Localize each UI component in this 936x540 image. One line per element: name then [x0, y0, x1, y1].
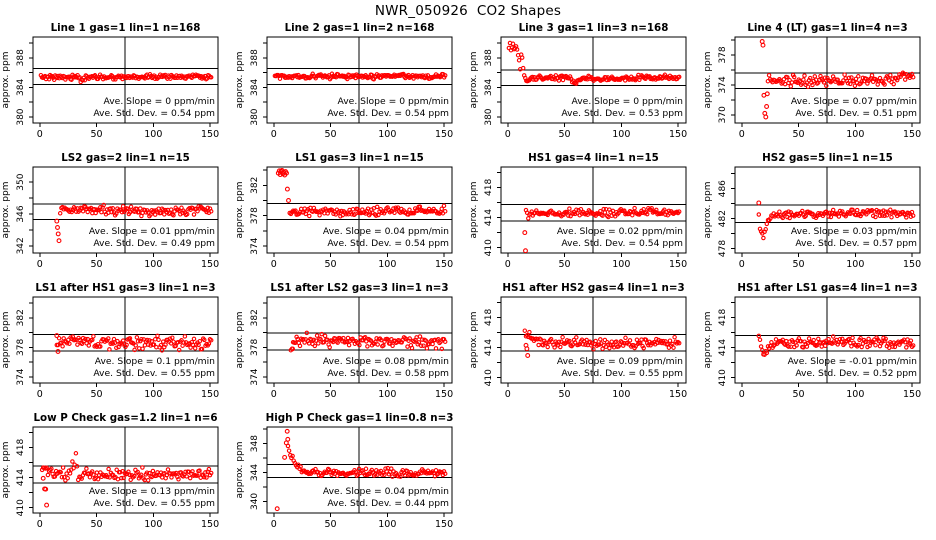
x-tick-label: 100: [846, 129, 865, 140]
stddev-annotation: Ave. Std. Dev. = 0.51 ppm: [795, 108, 917, 119]
slope-annotation: Ave. Slope = 0.04 ppm/min: [322, 226, 449, 237]
y-tick-label: 374: [718, 76, 728, 94]
y-tick-label: 370: [718, 106, 728, 124]
subplot-high-p-check: [234, 410, 468, 540]
subplot-title: High P Check gas=1 lin=0.8 n=3: [265, 412, 454, 424]
x-tick-label: 50: [90, 259, 103, 270]
x-tick-label: 150: [200, 259, 220, 270]
subplot-canvas-ls1: [234, 150, 468, 280]
x-tick-label: 150: [902, 389, 922, 400]
slope-annotation: Ave. Slope = 0.07 ppm/min: [790, 96, 917, 107]
subplot-low-p-check: [0, 410, 234, 540]
subplot-ls1: [234, 150, 468, 280]
x-tick-label: 0: [504, 259, 511, 270]
data-points: [523, 329, 681, 357]
x-tick-label: 150: [434, 259, 454, 270]
y-axis-label: approx. ppm: [235, 181, 245, 239]
y-tick-label: 410: [718, 369, 728, 387]
y-tick-label: 414: [718, 338, 728, 357]
subplot-canvas-hs1: [468, 150, 702, 280]
y-tick-label: 346: [16, 205, 26, 223]
data-points: [507, 41, 681, 85]
x-tick-label: 0: [36, 259, 43, 270]
y-tick-label: 388: [16, 49, 26, 67]
y-tick-label: 380: [250, 108, 260, 126]
x-tick-label: 50: [792, 259, 805, 270]
y-axis-label: approx. ppm: [469, 311, 479, 369]
x-tick-label: 100: [378, 389, 397, 400]
y-tick-label: 414: [484, 338, 494, 357]
x-tick-label: 50: [792, 129, 805, 140]
subplot-title: HS2 gas=5 lin=1 n=15: [762, 152, 893, 164]
x-tick-label: 100: [846, 389, 865, 400]
x-tick-label: 50: [558, 389, 571, 400]
x-tick-label: 50: [324, 389, 337, 400]
data-points: [273, 72, 447, 81]
subplot-title: Line 1 gas=1 lin=1 n=168: [50, 22, 201, 34]
x-tick-label: 0: [36, 389, 43, 400]
x-tick-label: 100: [144, 389, 163, 400]
data-points: [39, 73, 213, 84]
x-tick-label: 100: [846, 259, 865, 270]
x-tick-label: 0: [738, 259, 745, 270]
y-axis-label: approx. ppm: [1, 51, 11, 109]
stddev-annotation: Ave. Std. Dev. = 0.54 ppm: [327, 108, 449, 119]
stddev-annotation: Ave. Std. Dev. = 0.49 ppm: [93, 238, 215, 249]
y-tick-label: 382: [250, 309, 260, 327]
y-axis-label: approx. ppm: [1, 311, 11, 369]
slope-annotation: Ave. Slope = 0.1 ppm/min: [94, 356, 215, 367]
stddev-annotation: Ave. Std. Dev. = 0.54 ppm: [327, 238, 449, 249]
subplot-ls1-after-hs1: [0, 280, 234, 410]
y-axis-label: approx. ppm: [235, 311, 245, 369]
x-tick-label: 50: [558, 129, 571, 140]
data-points: [289, 331, 447, 352]
y-tick-label: 410: [484, 239, 494, 257]
x-tick-label: 100: [378, 129, 397, 140]
subplot-canvas-high-p-check: [234, 410, 468, 540]
subplot-canvas-hs1-after-hs2: [468, 280, 702, 410]
y-axis-label: approx. ppm: [703, 311, 713, 369]
y-tick-label: 384: [484, 78, 494, 97]
slope-annotation: Ave. Slope = 0.01 ppm/min: [88, 226, 215, 237]
subplot-title: LS1 gas=3 lin=1 n=15: [295, 152, 424, 164]
y-tick-label: 418: [484, 308, 494, 326]
x-tick-label: 150: [200, 389, 220, 400]
subplot-line-3: [468, 20, 702, 150]
y-tick-label: 380: [16, 108, 26, 126]
x-tick-label: 100: [612, 129, 631, 140]
x-tick-label: 0: [270, 519, 277, 530]
y-tick-label: 414: [484, 208, 494, 227]
chart-grid: [0, 20, 936, 540]
y-axis-label: approx. ppm: [235, 51, 245, 109]
x-tick-label: 0: [36, 519, 43, 530]
y-axis-label: approx. ppm: [469, 51, 479, 109]
subplot-canvas-line-1: [0, 20, 234, 150]
y-tick-label: 348: [250, 435, 260, 453]
y-tick-label: 382: [16, 309, 26, 327]
y-axis-label: approx. ppm: [469, 181, 479, 239]
stddev-annotation: Ave. Std. Dev. = 0.53 ppm: [561, 108, 683, 119]
data-points: [760, 40, 915, 119]
subplot-canvas-ls1-after-hs1: [0, 280, 234, 410]
x-tick-label: 100: [378, 519, 397, 530]
y-tick-label: 374: [16, 368, 26, 386]
y-tick-label: 414: [16, 468, 26, 487]
subplot-hs1-after-hs2: [468, 280, 702, 410]
stddev-annotation: Ave. Std. Dev. = 0.44 ppm: [327, 498, 449, 509]
y-axis-label: approx. ppm: [1, 181, 11, 239]
y-tick-label: 418: [484, 178, 494, 196]
subplot-canvas-hs1-after-ls1: [702, 280, 936, 410]
y-tick-label: 482: [718, 210, 728, 228]
stddev-annotation: Ave. Std. Dev. = 0.58 ppm: [327, 368, 449, 379]
x-tick-label: 50: [324, 259, 337, 270]
y-tick-label: 380: [484, 108, 494, 126]
subplot-line-1: [0, 20, 234, 150]
y-tick-label: 384: [250, 78, 260, 97]
x-tick-label: 150: [668, 259, 688, 270]
y-tick-label: 410: [484, 369, 494, 387]
x-tick-label: 150: [902, 259, 922, 270]
x-tick-label: 50: [90, 389, 103, 400]
subplot-title: HS1 after HS2 gas=4 lin=1 n=3: [502, 282, 685, 294]
x-tick-label: 150: [668, 129, 688, 140]
subplot-title: Line 4 (LT) gas=1 lin=4 n=3: [747, 22, 908, 34]
subplot-title: HS1 gas=4 lin=1 n=15: [528, 152, 659, 164]
x-tick-label: 0: [738, 129, 745, 140]
y-tick-label: 340: [250, 492, 260, 511]
subplot-hs2: [702, 150, 936, 280]
y-axis-label: approx. ppm: [235, 441, 245, 499]
slope-annotation: Ave. Slope = -0.01 ppm/min: [787, 356, 917, 367]
x-tick-label: 0: [738, 389, 745, 400]
stddev-annotation: Ave. Std. Dev. = 0.57 ppm: [795, 238, 917, 249]
subplot-canvas-ls2: [0, 150, 234, 280]
slope-annotation: Ave. Slope = 0.13 ppm/min: [88, 486, 215, 497]
subplot-title: Low P Check gas=1.2 lin=1 n=6: [33, 412, 218, 424]
x-tick-label: 0: [270, 129, 277, 140]
slope-annotation: Ave. Slope = 0.04 ppm/min: [322, 486, 449, 497]
slope-annotation: Ave. Slope = 0.03 ppm/min: [790, 226, 917, 237]
y-tick-label: 350: [16, 173, 26, 191]
x-tick-label: 100: [144, 519, 163, 530]
x-tick-label: 0: [270, 259, 277, 270]
subplot-canvas-line-3: [468, 20, 702, 150]
page-title: NWR_050926 CO2 Shapes: [374, 3, 562, 19]
subplot-canvas-hs2: [702, 150, 936, 280]
y-tick-label: 342: [16, 237, 26, 255]
y-tick-label: 378: [250, 338, 260, 357]
stddev-annotation: Ave. Std. Dev. = 0.52 ppm: [795, 368, 917, 379]
x-tick-label: 100: [378, 259, 397, 270]
x-tick-label: 100: [612, 259, 631, 270]
x-tick-label: 150: [434, 129, 454, 140]
x-tick-label: 50: [324, 129, 337, 140]
y-tick-label: 486: [718, 180, 728, 198]
stddev-annotation: Ave. Std. Dev. = 0.55 ppm: [561, 368, 683, 379]
y-tick-label: 378: [250, 207, 260, 225]
x-tick-label: 150: [902, 129, 922, 140]
subplot-ls2: [0, 150, 234, 280]
x-tick-label: 50: [792, 389, 805, 400]
y-tick-label: 378: [718, 46, 728, 64]
subplot-canvas-line-2: [234, 20, 468, 150]
y-tick-label: 388: [484, 49, 494, 67]
y-tick-label: 418: [718, 308, 728, 326]
subplot-title: LS1 after HS1 gas=3 lin=1 n=3: [35, 282, 216, 294]
subplot-hs1-after-ls1: [702, 280, 936, 410]
subplot-canvas-line-4-lt: [702, 20, 936, 150]
y-axis-label: approx. ppm: [1, 441, 11, 499]
y-tick-label: 478: [718, 239, 728, 258]
x-tick-label: 0: [36, 129, 43, 140]
subplot-hs1: [468, 150, 702, 280]
subplot-title: LS2 gas=2 lin=1 n=15: [61, 152, 190, 164]
x-tick-label: 50: [90, 129, 103, 140]
stddev-annotation: Ave. Std. Dev. = 0.54 ppm: [93, 108, 215, 119]
subplot-title: LS1 after LS2 gas=3 lin=1 n=3: [270, 282, 449, 294]
x-tick-label: 50: [90, 519, 103, 530]
y-tick-label: 344: [250, 463, 260, 482]
stddev-annotation: Ave. Std. Dev. = 0.55 ppm: [93, 368, 215, 379]
x-tick-label: 150: [200, 519, 220, 530]
x-tick-label: 100: [144, 259, 163, 270]
x-tick-label: 100: [144, 129, 163, 140]
subplot-ls1-after-ls2: [234, 280, 468, 410]
subplot-title: Line 3 gas=1 lin=3 n=168: [518, 22, 669, 34]
y-tick-label: 374: [250, 237, 260, 255]
subplot-line-4-lt: [702, 20, 936, 150]
y-tick-label: 388: [250, 49, 260, 67]
y-axis-label: approx. ppm: [703, 51, 713, 109]
x-tick-label: 0: [504, 129, 511, 140]
stddev-annotation: Ave. Std. Dev. = 0.55 ppm: [93, 498, 215, 509]
x-tick-label: 100: [612, 389, 631, 400]
subplot-canvas-low-p-check: [0, 410, 234, 540]
subplot-title: HS1 after LS1 gas=4 lin=1 n=3: [737, 282, 918, 294]
y-tick-label: 410: [16, 499, 26, 517]
subplot-title: Line 2 gas=1 lin=2 n=168: [284, 22, 435, 34]
y-axis-label: approx. ppm: [703, 181, 713, 239]
slope-annotation: Ave. Slope = 0.08 ppm/min: [322, 356, 449, 367]
y-tick-label: 384: [16, 78, 26, 97]
x-tick-label: 0: [270, 389, 277, 400]
subplot-line-2: [234, 20, 468, 150]
data-points: [276, 169, 447, 219]
x-tick-label: 150: [434, 519, 454, 530]
slope-annotation: Ave. Slope = 0 ppm/min: [571, 96, 683, 107]
x-tick-label: 50: [558, 259, 571, 270]
y-tick-label: 418: [16, 438, 26, 456]
x-tick-label: 50: [324, 519, 337, 530]
data-points: [757, 334, 915, 356]
slope-annotation: Ave. Slope = 0.09 ppm/min: [556, 356, 683, 367]
slope-annotation: Ave. Slope = 0.02 ppm/min: [556, 226, 683, 237]
slope-annotation: Ave. Slope = 0 ppm/min: [103, 96, 215, 107]
stddev-annotation: Ave. Std. Dev. = 0.54 ppm: [561, 238, 683, 249]
x-tick-label: 150: [668, 389, 688, 400]
x-tick-label: 150: [200, 129, 220, 140]
y-tick-label: 374: [250, 368, 260, 386]
x-tick-label: 150: [434, 389, 454, 400]
y-tick-label: 382: [250, 176, 260, 194]
x-tick-label: 0: [504, 389, 511, 400]
y-tick-label: 378: [16, 338, 26, 357]
slope-annotation: Ave. Slope = 0 ppm/min: [337, 96, 449, 107]
subplot-canvas-ls1-after-ls2: [234, 280, 468, 410]
